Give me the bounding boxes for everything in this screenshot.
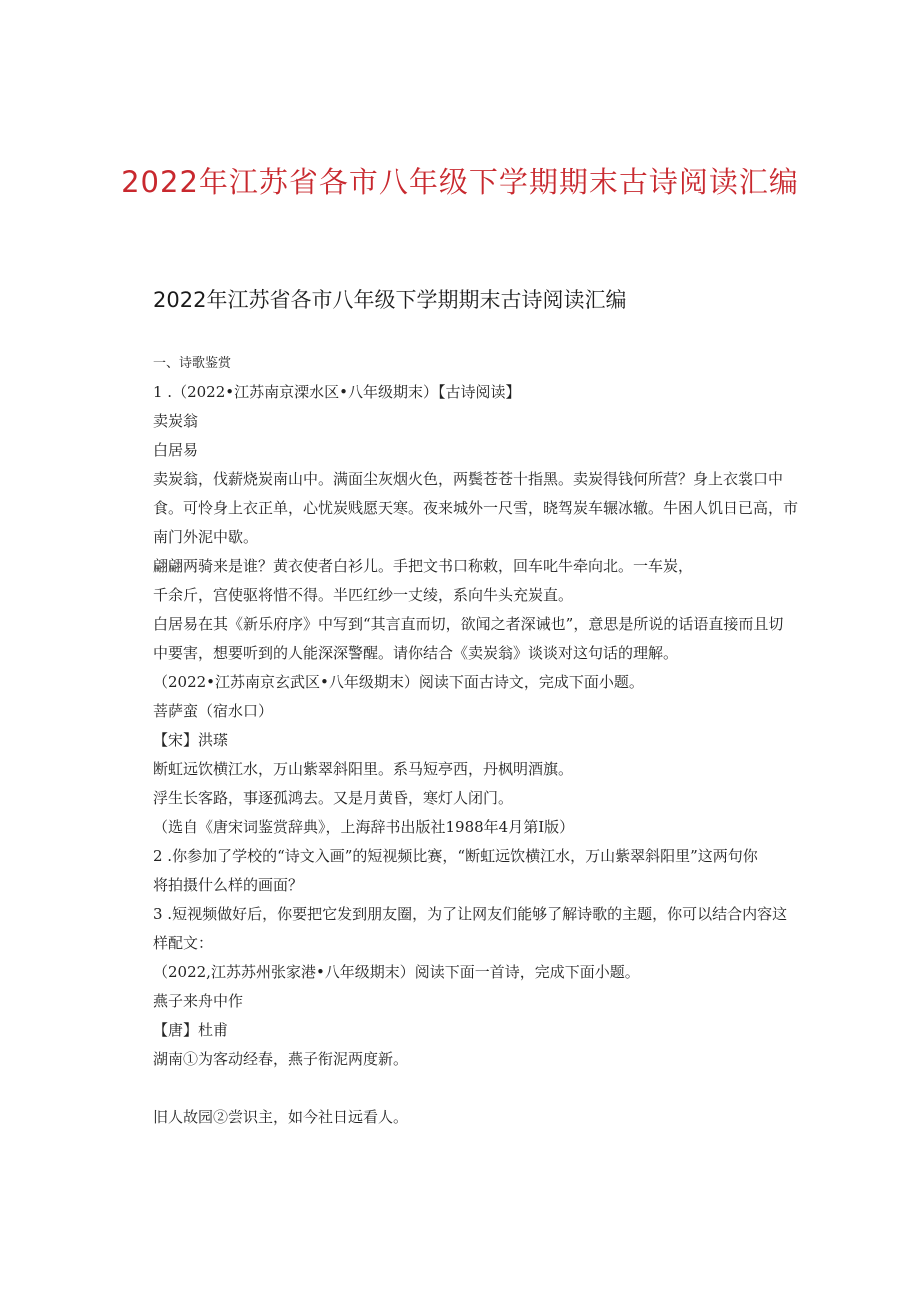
text-line: 食。可怜身上衣正单，心忧炭贱愿天寒。夜来城外一尺雪，晓驾炭车辗冰辙。牛困人饥日已高，市	[153, 499, 799, 517]
text-line: 卖炭翁，伐薪烧炭南山中。满面尘灰烟火色，两鬓苍苍十指黑。卖炭得钱何所营？身上衣裳口中	[153, 470, 784, 488]
text-line: 翩翩两骑来是谁？黄衣使者白衫儿。手把文书口称敕，回车叱牛牵向北。一车炭，	[153, 557, 694, 575]
document-body	[153, 378, 833, 1132]
text-line: 2 .你参加了学校的“诗文入画”的短视频比赛，“断虹远饮横江水，万山紫翠斜阳里”这两句你	[153, 847, 758, 865]
document-main-title: 2022年江苏省各市八年级下学期期末古诗阅读汇编	[121, 165, 799, 199]
text-line: 南门外泥中歇。	[153, 528, 259, 546]
text-line: 1 .（2022•江苏南京溧水区•八年级期末）【古诗阅读】	[153, 383, 521, 401]
text-line: 千余斤，宫使驱将惜不得。半匹红纱一丈绫，系向牛头充炭直。	[153, 586, 574, 604]
text-line: （2022•江苏南京玄武区•八年级期末）阅读下面古诗文，完成下面小题。	[153, 673, 644, 691]
text-line: 中要害，想要听到的人能深深警醒。请你结合《卖炭翁》谈谈对这句话的理解。	[153, 644, 679, 662]
poem-title: 菩萨蛮（宿水口）	[153, 702, 274, 720]
poem-author: 【唐】杜甫	[153, 1021, 229, 1039]
poem-author: 白居易	[153, 441, 199, 459]
poem-author: 【宋】洪瑹	[153, 731, 229, 749]
section-heading: 一、诗歌鉴赏	[153, 356, 232, 371]
text-line: 浮生长客路，事逐孤鸿去。又是月黄昏，寒灯人闭门。	[153, 789, 514, 807]
poem-title: 卖炭翁	[153, 412, 199, 430]
text-line: （2022,江苏苏州张家港•八年级期末）阅读下面一首诗，完成下面小题。	[153, 963, 640, 981]
poem-title: 燕子来舟中作	[153, 992, 244, 1010]
text-line: 断虹远饮横江水，万山紫翠斜阳里。系马短亭西，丹枫明酒旗。	[153, 760, 574, 778]
text-line: 样配文：	[153, 934, 214, 952]
text-line: 湖南①为客动经春，燕子衔泥两度新。	[153, 1050, 409, 1068]
blank-line	[153, 1074, 833, 1103]
text-line: （选自《唐宋词鉴赏辞典》，上海辞书出版社1988年4月第Ⅰ版）	[153, 818, 575, 836]
text-line: 将拍摄什么样的画面？	[153, 876, 304, 894]
document-subtitle: 2022年江苏省各市八年级下学期期末古诗阅读汇编	[153, 288, 627, 312]
text-line: 3 .短视频做好后，你要把它发到朋友圈，为了让网友们能够了解诗歌的主题，你可以结合内容这	[153, 905, 788, 923]
text-line: 白居易在其《新乐府序》中写到“其言直而切，欲闻之者深诫也”，意思是所说的话语直接而且切	[153, 615, 784, 633]
text-line: 旧人故园②尝识主，如今社日远看人。	[153, 1108, 409, 1126]
